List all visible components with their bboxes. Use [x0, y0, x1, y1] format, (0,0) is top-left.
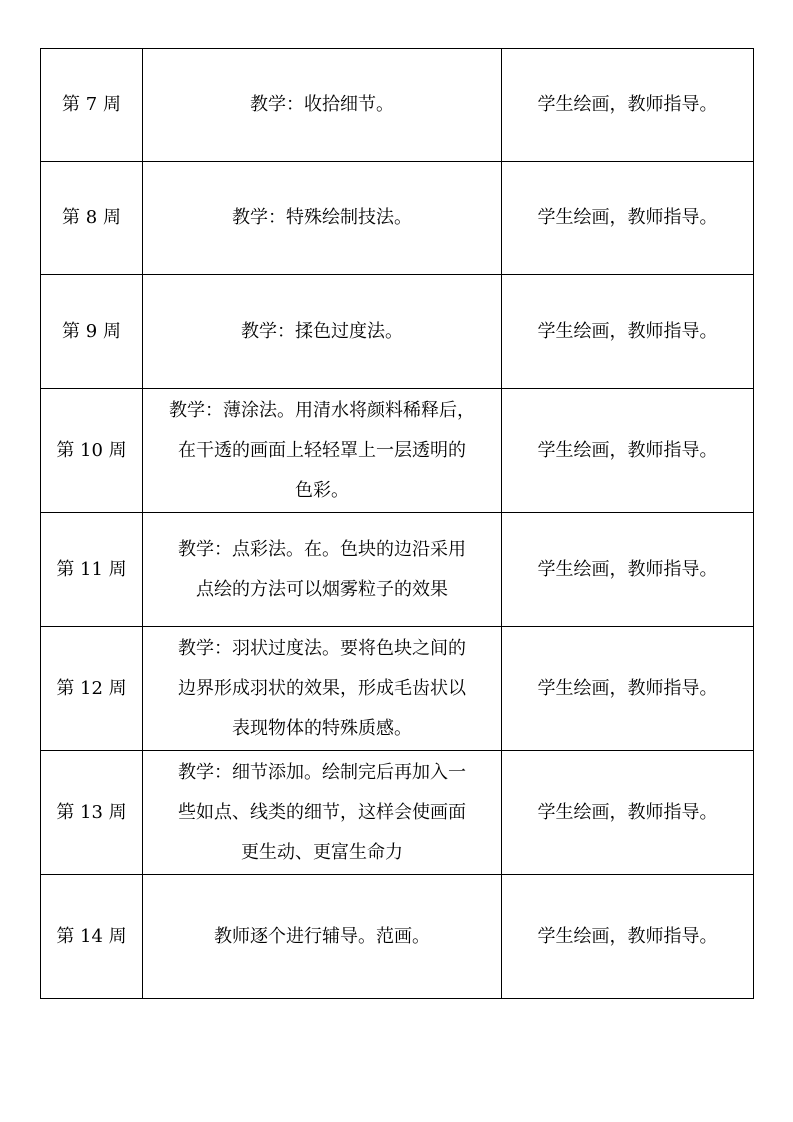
content-line: 教学：薄涂法。用清水将颜料稀释后，	[169, 399, 475, 421]
teaching-content-cell: 教师逐个进行辅导。范画。	[143, 875, 502, 999]
table-row	[41, 513, 754, 627]
teaching-content-cell	[143, 389, 502, 513]
week-cell: 第 8 周	[41, 162, 143, 275]
content-line: 表现物体的特殊质感。	[232, 717, 412, 739]
table-row	[41, 162, 754, 275]
content-line: 教学：细节添加。绘制完后再加入一	[178, 761, 466, 783]
week-cell: 第 11 周	[41, 513, 143, 627]
content-line: 色彩。	[295, 479, 349, 501]
content-line: 边界形成羽状的效果，形成毛齿状以	[178, 677, 466, 699]
table-row	[41, 49, 754, 162]
teaching-content-cell: 教学：特殊绘制技法。	[143, 162, 502, 275]
week-cell: 第 14 周	[41, 875, 143, 999]
content-line: 教学：点彩法。在。色块的边沿采用	[178, 538, 466, 560]
teaching-content-cell: 教学：收拾细节。	[143, 49, 502, 162]
teaching-content-cell	[143, 513, 502, 627]
content-line: 些如点、线类的细节，这样会使画面	[178, 801, 466, 823]
table-row	[41, 751, 754, 875]
table-row	[41, 627, 754, 751]
activity-cell: 学生绘画，教师指导。	[502, 389, 754, 513]
weekly-schedule-table	[40, 48, 754, 999]
content-line: 在干透的画面上轻轻罩上一层透明的	[178, 439, 466, 461]
week-cell: 第 13 周	[41, 751, 143, 875]
activity-cell: 学生绘画，教师指导。	[502, 513, 754, 627]
table-row	[41, 275, 754, 389]
activity-cell: 学生绘画，教师指导。	[502, 162, 754, 275]
content-line: 点绘的方法可以烟雾粒子的效果	[196, 578, 448, 600]
table-row	[41, 389, 754, 513]
content-line: 更生动、更富生命力	[241, 841, 403, 863]
week-cell: 第 9 周	[41, 275, 143, 389]
week-cell: 第 12 周	[41, 627, 143, 751]
teaching-content-cell: 教学：揉色过度法。	[143, 275, 502, 389]
activity-cell: 学生绘画，教师指导。	[502, 875, 754, 999]
week-cell: 第 10 周	[41, 389, 143, 513]
week-cell: 第 7 周	[41, 49, 143, 162]
activity-cell: 学生绘画，教师指导。	[502, 751, 754, 875]
activity-cell: 学生绘画，教师指导。	[502, 275, 754, 389]
table-row	[41, 875, 754, 999]
activity-cell: 学生绘画，教师指导。	[502, 627, 754, 751]
teaching-content-cell	[143, 627, 502, 751]
teaching-content-cell	[143, 751, 502, 875]
content-line: 教学：羽状过度法。要将色块之间的	[178, 637, 466, 659]
activity-cell: 学生绘画，教师指导。	[502, 49, 754, 162]
